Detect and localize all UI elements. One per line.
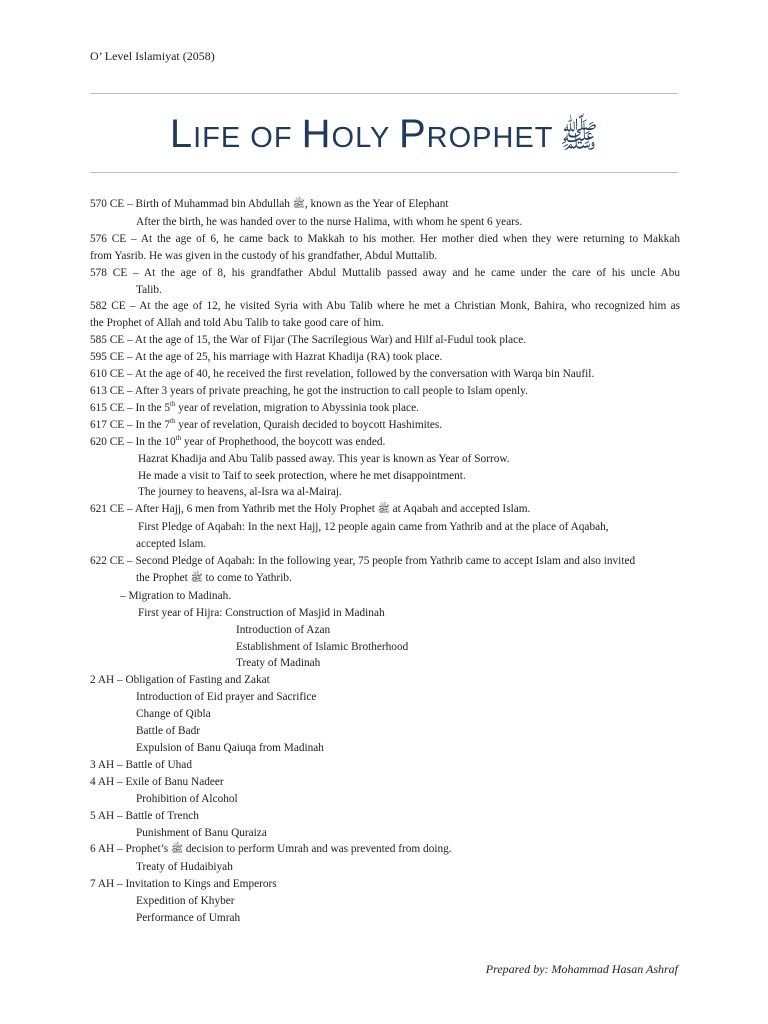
timeline-text: , known as the Year of Elephant [304, 198, 449, 210]
timeline-text: 615 CE – In the 5 [90, 401, 171, 414]
timeline-line: The journey to heavens, al-Isra wa al-Mairaj. [138, 486, 342, 499]
timeline-text: to come to Yathrib. [202, 571, 292, 584]
timeline-line: Punishment of Banu Quraiza [136, 826, 267, 839]
timeline-line: Change of Qibla [136, 708, 211, 721]
timeline-line: 585 CE – At the age of 15, the War of Fijar (The Sacrilegious War) and Hilf al-Fudul took place. [90, 334, 527, 347]
title-rest: OLY [331, 122, 399, 154]
header-rule-top [90, 93, 678, 94]
timeline-line: Introduction of Azan [236, 623, 331, 636]
timeline-line: Hazrat Khadija and Abu Talib passed away. This year is known as Year of Sorrow. [138, 452, 510, 465]
timeline-text: 617 CE – In the 7 [90, 418, 171, 431]
timeline-line [90, 196, 680, 214]
title-letter: H [301, 112, 332, 156]
timeline-line: 613 CE – After 3 years of private preaching, he got the instruction to call people to Islam openly. [90, 384, 528, 397]
timeline-line: 5 AH – Battle of Trench [90, 809, 199, 822]
ordinal-suffix: th [170, 400, 176, 409]
timeline-line: Battle of Badr [136, 725, 200, 738]
timeline-line: 576 CE – At the age of 6, he came back to Makkah to his mother. Her mother died when they were returning to Makkah [90, 232, 680, 245]
timeline-line [90, 400, 680, 417]
timeline-line: from Yasrib. He was given in the custody of his grandfather, Abdul Muttalib. [90, 249, 438, 262]
timeline-text: year of revelation, Quraish decided to boycott Hashimites. [175, 418, 443, 431]
title-rest: IFE OF [193, 122, 302, 154]
title-rest: ROPHET [426, 122, 554, 154]
timeline-text: 570 CE – Birth of Muhammad bin Abdullah [90, 198, 293, 210]
timeline-line: Talib. [136, 283, 162, 296]
pbuh-calligraphy-icon: ﷺ [559, 117, 599, 155]
timeline-line: Performance of Umrah [136, 912, 241, 925]
timeline-line: 2 AH – Obligation of Fasting and Zakat [90, 674, 270, 687]
timeline-line: Introduction of Eid prayer and Sacrifice [136, 691, 317, 704]
header-rule-bottom [90, 172, 678, 173]
timeline-line: He made a visit to Taif to seek protection, where he met disappointment. [138, 469, 466, 482]
timeline-line: 595 CE – At the age of 25, his marriage with Hazrat Khadija (RA) took place. [90, 351, 443, 364]
timeline-line: Expedition of Khyber [136, 895, 235, 908]
page-header-course: O’ Level Islamiyat (2058) [90, 49, 215, 63]
timeline-line: First year of Hijra: Construction of Masjid in Madinah [138, 606, 385, 619]
timeline-text: at Aqabah and accepted Islam. [389, 503, 531, 516]
timeline-line: Establishment of Islamic Brotherhood [236, 640, 409, 653]
timeline-text: 621 CE – After Hajj, 6 men from Yathrib met the Holy Prophet [90, 503, 378, 516]
title-letter: L [169, 112, 194, 156]
timeline-text: the Prophet [136, 571, 191, 584]
pbuh-icon: ﷺ [190, 572, 203, 584]
timeline-line: 610 CE – At the age of 40, he received the first revelation, followed by the conversation with Warqa bin Naufil. [90, 368, 595, 381]
timeline-text: year of revelation, migration to Abyssinia took place. [175, 401, 419, 414]
timeline-line [90, 501, 680, 519]
timeline-line [90, 417, 680, 434]
timeline-line: Treaty of Hudaibiyah [136, 861, 233, 874]
timeline-line: 622 CE – Second Pledge of Aqabah: In the following year, 75 people from Yathrib came to accept Islam and also invited [90, 555, 636, 568]
timeline-line: After the birth, he was handed over to the nurse Halima, with whom he spent 6 years. [136, 215, 523, 228]
timeline-line: Expulsion of Banu Qaiuqa from Madinah [136, 742, 324, 754]
timeline-line [90, 570, 680, 588]
timeline-line: accepted Islam. [136, 538, 207, 551]
timeline-line: First Pledge of Aqabah: In the next Hajj, 12 people again came from Yathrib and at the place of Aqabah, [138, 521, 609, 534]
timeline-text: 6 AH – Prophet’s [90, 843, 171, 856]
timeline-line [90, 434, 680, 451]
title-letter: P [398, 112, 427, 156]
timeline-line: Treaty of Madinah [236, 657, 321, 670]
timeline-line: 582 CE – At the age of 12, he visited Syria with Abu Talib where he met a Christian Monk, Bahira, who recognized him as [90, 300, 680, 313]
timeline-line: 578 CE – At the age of 8, his grandfather Abdul Muttalib passed away and he came under the care of his uncle Abu [90, 266, 680, 279]
timeline-text: 620 CE – In the 10 [90, 435, 176, 448]
timeline-line: 3 AH – Battle of Uhad [90, 758, 192, 771]
timeline-line: the Prophet of Allah and told Abu Talib to take good care of him. [90, 317, 384, 330]
timeline-line: 4 AH – Exile of Banu Nadeer [90, 775, 224, 788]
timeline-line: – Migration to Madinah. [120, 589, 232, 602]
pbuh-icon: ﷺ [170, 844, 184, 856]
pbuh-icon: ﷺ [292, 199, 305, 210]
ordinal-suffix: th [175, 433, 182, 442]
timeline-line [90, 841, 680, 859]
page-title [0, 112, 768, 163]
timeline-text: year of Prophethood, the boycott was ended. [181, 435, 386, 448]
footer-credit: Prepared by: Mohammad Hasan Ashraf [485, 962, 678, 976]
timeline-list [90, 196, 680, 927]
pbuh-icon: ﷺ [377, 504, 390, 516]
ordinal-suffix: th [170, 417, 176, 426]
timeline-line: 7 AH – Invitation to Kings and Emperors [90, 878, 277, 891]
timeline-line: Prohibition of Alcohol [136, 792, 238, 805]
timeline-text: decision to perform Umrah and was prevented from doing. [183, 843, 452, 856]
